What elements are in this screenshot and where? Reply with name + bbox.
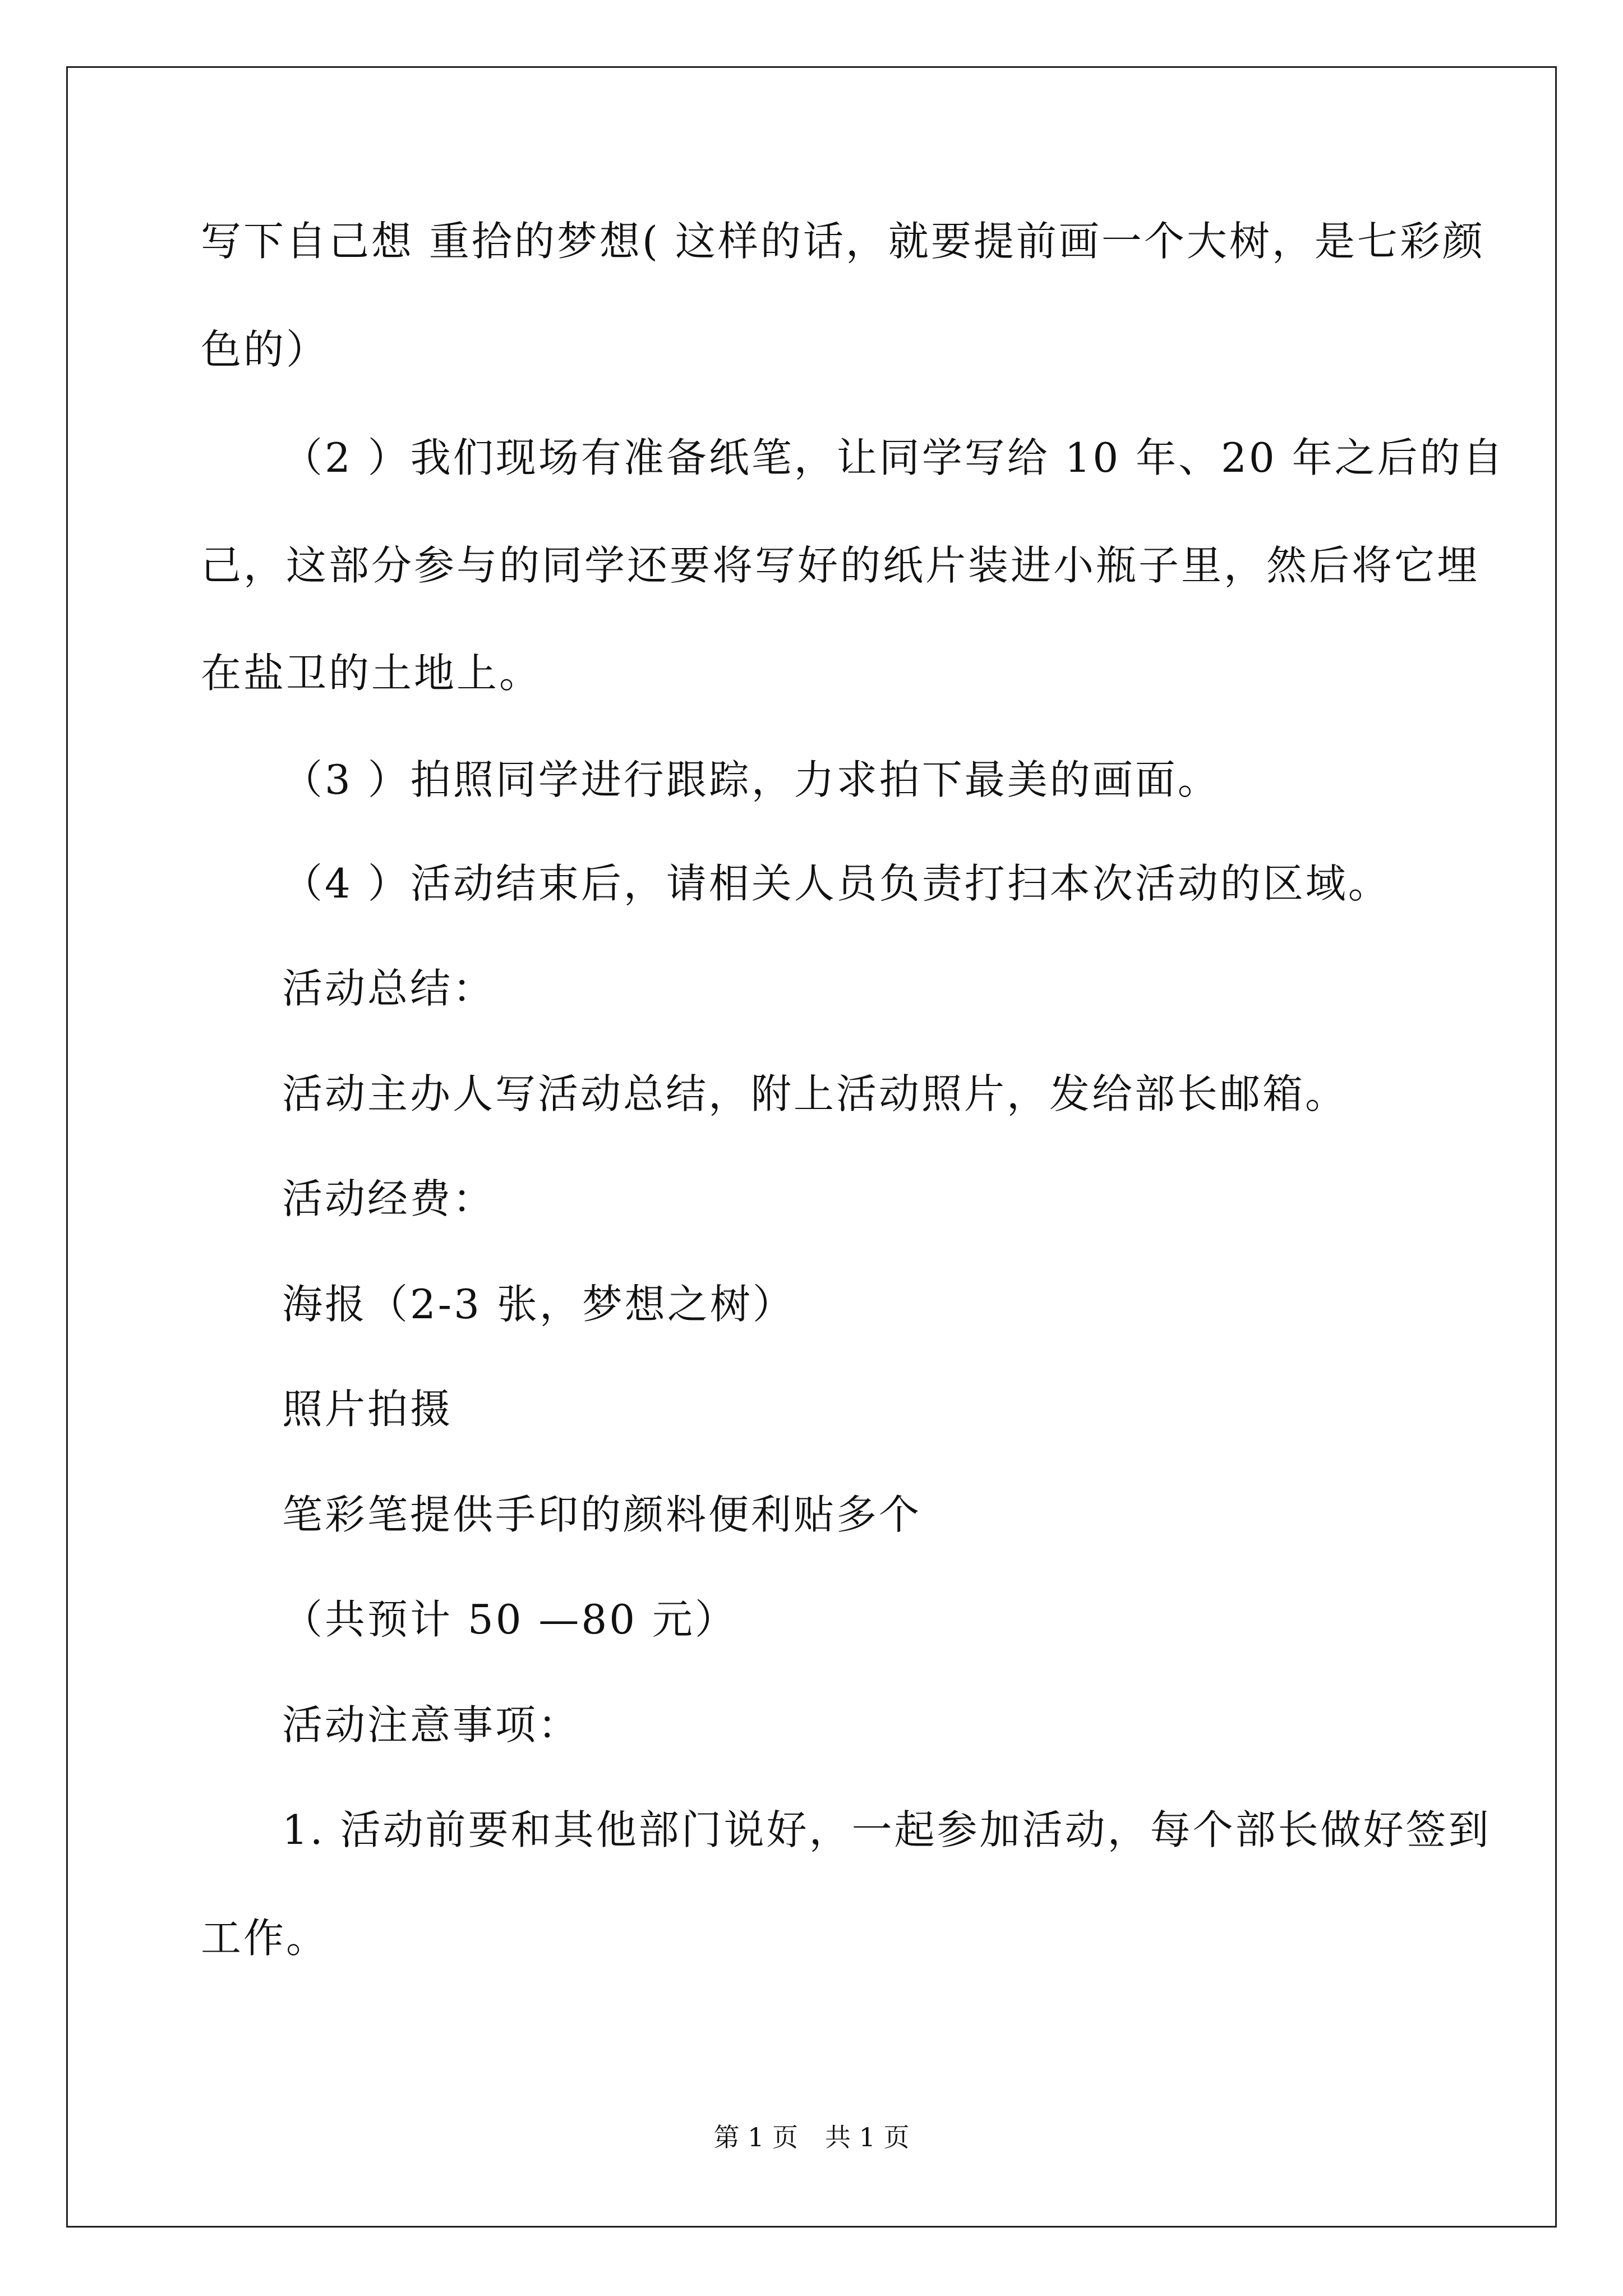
text-line: 活动总结：: [282, 965, 496, 1012]
text-line: 照片拍摄: [282, 1386, 453, 1433]
text-line: （2 ）我们现场有准备纸笔，让同学写给 10 年、20 年之后的自: [282, 434, 1505, 481]
paragraph-continuation: [201, 321, 329, 378]
page-number: 第 1 页: [713, 2122, 798, 2152]
text-line: 色的）: [201, 326, 329, 373]
text-line: 在盐卫的土地上。: [201, 650, 542, 697]
text-line: 活动主办人写活动总结，附上活动照片，发给部长邮箱。: [282, 1070, 1348, 1117]
paragraph: [201, 213, 1485, 269]
paragraph: [201, 1381, 453, 1437]
paragraph: [201, 752, 1220, 808]
text-line: （4 ）活动结束后，请相关人员负责打扫本次活动的区域。: [282, 860, 1391, 907]
paragraph: [201, 1276, 795, 1332]
text-line: 海报（2-3 张，梦想之树）: [282, 1281, 795, 1328]
text-line: 活动经费：: [282, 1175, 496, 1222]
paragraph: [201, 1802, 1491, 1858]
paragraph-continuation: [201, 1910, 329, 1966]
text-line: 写下自己想 重拾的梦想( 这样的话，就要提前画一个大树，是七彩颜: [201, 218, 1485, 265]
page-footer: [0, 2120, 1623, 2154]
text-line: 工作。: [201, 1915, 329, 1962]
paragraph: [201, 1066, 1348, 1122]
section-heading: [201, 1171, 495, 1227]
paragraph-continuation: [201, 537, 1479, 593]
page-total: 共 1 页: [825, 2122, 910, 2152]
section-heading: [201, 960, 495, 1016]
page-border: [66, 66, 1557, 2228]
paragraph: [201, 1487, 921, 1543]
text-line: 己，这部分参与的同学还要将写好的纸片装进小瓶子里，然后将它埋: [201, 542, 1480, 589]
paragraph: [201, 430, 1505, 486]
text-line: 活动注意事项：: [282, 1701, 581, 1749]
text-line: 1. 活动前要和其他部门说好，一起参加活动，每个部长做好签到: [282, 1806, 1491, 1853]
section-heading: [201, 1697, 580, 1753]
paragraph: [201, 1591, 737, 1648]
text-line: （共预计 50 —80 元）: [282, 1596, 737, 1643]
paragraph-continuation: [201, 645, 542, 701]
text-line: （3 ）拍照同学进行跟踪，力求拍下最美的画面。: [282, 756, 1220, 803]
text-line: 笔彩笔提供手印的颜料便利贴多个: [282, 1491, 922, 1538]
paragraph: [201, 855, 1391, 912]
